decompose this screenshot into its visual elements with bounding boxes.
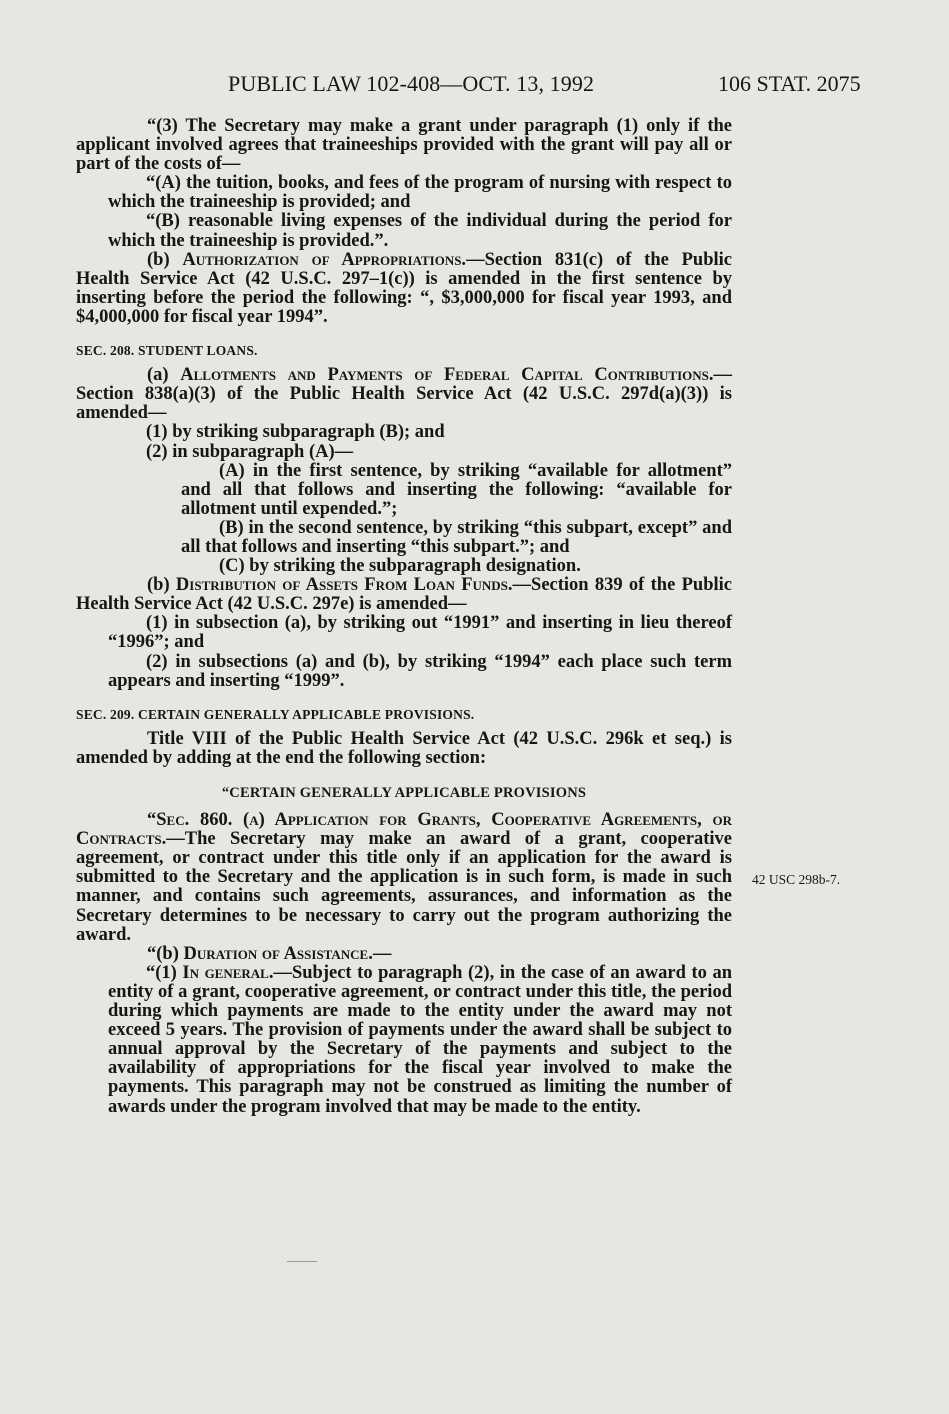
subparagraph-a: “(A) the tuition, books, and fees of the program of nursing with respect to which the traineeship is provided; and xyxy=(108,173,732,213)
footer-rule xyxy=(287,1261,317,1262)
clause-2: (2) in subparagraph (A)— xyxy=(146,441,354,462)
subsection-heading: Duration of Assistance. xyxy=(183,943,373,964)
subsection-text: — xyxy=(372,943,392,964)
paragraph-heading: In general. xyxy=(182,962,274,983)
page-header xyxy=(0,71,949,101)
clause-2-subsections: (2) in subsections (a) and (b), by striking “1994” each place such term appears and inserting “1999”. xyxy=(108,651,732,691)
section-860-b xyxy=(76,945,732,964)
subsection-label: (b) xyxy=(147,249,183,270)
document-body xyxy=(76,117,732,1117)
subsection-label: (b) xyxy=(147,575,176,596)
subsection-a-allotments xyxy=(76,366,732,423)
title-viii-amendment: Title VIII of the Public Health Service Act (42 U.S.C. 296k et seq.) is amended by adding at the end the following section: xyxy=(76,728,732,768)
running-title: PUBLIC LAW 102-408—OCT. 13, 1992 xyxy=(228,71,595,96)
paragraph-3: “(3) The Secretary may make a grant under paragraph (1) only if the applicant involved agrees that traineeships provided with the grant will pay all or part of the costs of— xyxy=(76,116,732,175)
subsection-text: —Section 838(a)(3) of the Public Health Service Act (42 U.S.C. 297d(a)(3)) is amended— xyxy=(76,365,732,424)
subsection-heading: Authorization of Appropriations. xyxy=(182,249,467,270)
clause-1-subsection-a: (1) in subsection (a), by striking out “1991” and inserting in lieu thereof “1996”; and xyxy=(108,613,732,653)
subsection-text: —Section 831(c) of the Public Health Service Act (42 U.S.C. 297–1(c)) is amended in the first sentence by inserting before the period the following: “, $3,000,000 for fiscal year 1993, and $4,000,000 for fiscal year 1994”. xyxy=(76,249,732,327)
subsection-heading: Distribution of Assets From Loan Funds. xyxy=(175,575,513,596)
section-860-b-1 xyxy=(76,964,732,1117)
subclause-a: (A) in the first sentence, by striking “available for allotment” and all that follows and inserting the following: “available for allotment until expended.”; xyxy=(181,460,732,519)
inserted-section-heading: “CERTAIN GENERALLY APPLICABLE PROVISIONS xyxy=(221,785,587,801)
clause-1: (1) by striking subparagraph (B); and xyxy=(146,422,445,443)
subsection-heading: Allotments and Payments of Federal Capital Contributions. xyxy=(180,365,714,386)
section-label: “Sec. 860. (a) xyxy=(147,810,275,831)
statute-page-number: 106 STAT. 2075 xyxy=(718,71,861,96)
paragraph-text: —Subject to paragraph (2), in the case of an award to an entity of a grant, cooperative agreement, or contract under this title, the period during which payments are made to the entity under the award may not exceed 5 years. The provision of payments under the award shall be subject to annual approval by the Secretary of the payments and subject to the availability of appropriations for the fiscal year involved to make the payments. This paragraph may not be construed as limiting the number of awards under the program involved that may be made to the entity. xyxy=(108,962,732,1117)
subclause-c: (C) by striking the subparagraph designation. xyxy=(219,556,581,577)
paragraph-label: “(1) xyxy=(146,962,183,983)
subsection-label: (a) xyxy=(147,365,181,386)
section-209-heading: SEC. 209. CERTAIN GENERALLY APPLICABLE PROVISIONS. xyxy=(76,706,475,722)
subsection-text: —The Secretary may make an award of a grant, cooperative agreement, or contract under this title only if an application for the award is submitted to the Secretary and the application is in such form, is made in such manner, and contains such agreements, assurances, and information as the Secretary determines to be necessary to carry out the program authorizing the award. xyxy=(76,829,732,945)
subsection-b-distribution xyxy=(76,576,732,614)
subparagraph-b: “(B) reasonable living expenses of the individual during the period for which the traineeship is provided.”. xyxy=(108,211,732,251)
section-208-heading: SEC. 208. STUDENT LOANS. xyxy=(76,343,258,359)
subsection-label: “(b) xyxy=(147,943,184,964)
section-860-a xyxy=(76,811,732,945)
subsection-b-appropriations xyxy=(76,251,732,327)
subclause-b: (B) in the second sentence, by striking “this subpart, except” and all that follows and inserting “this subpart.”; and xyxy=(181,517,732,557)
subsection-heading: Application for Grants, Cooperative Agreements, or Contracts. xyxy=(76,810,732,850)
subsection-text: —Section 839 of the Public Health Service Act (42 U.S.C. 297e) is amended— xyxy=(76,575,732,615)
margin-citation: 42 USC 298b-7. xyxy=(752,872,841,887)
